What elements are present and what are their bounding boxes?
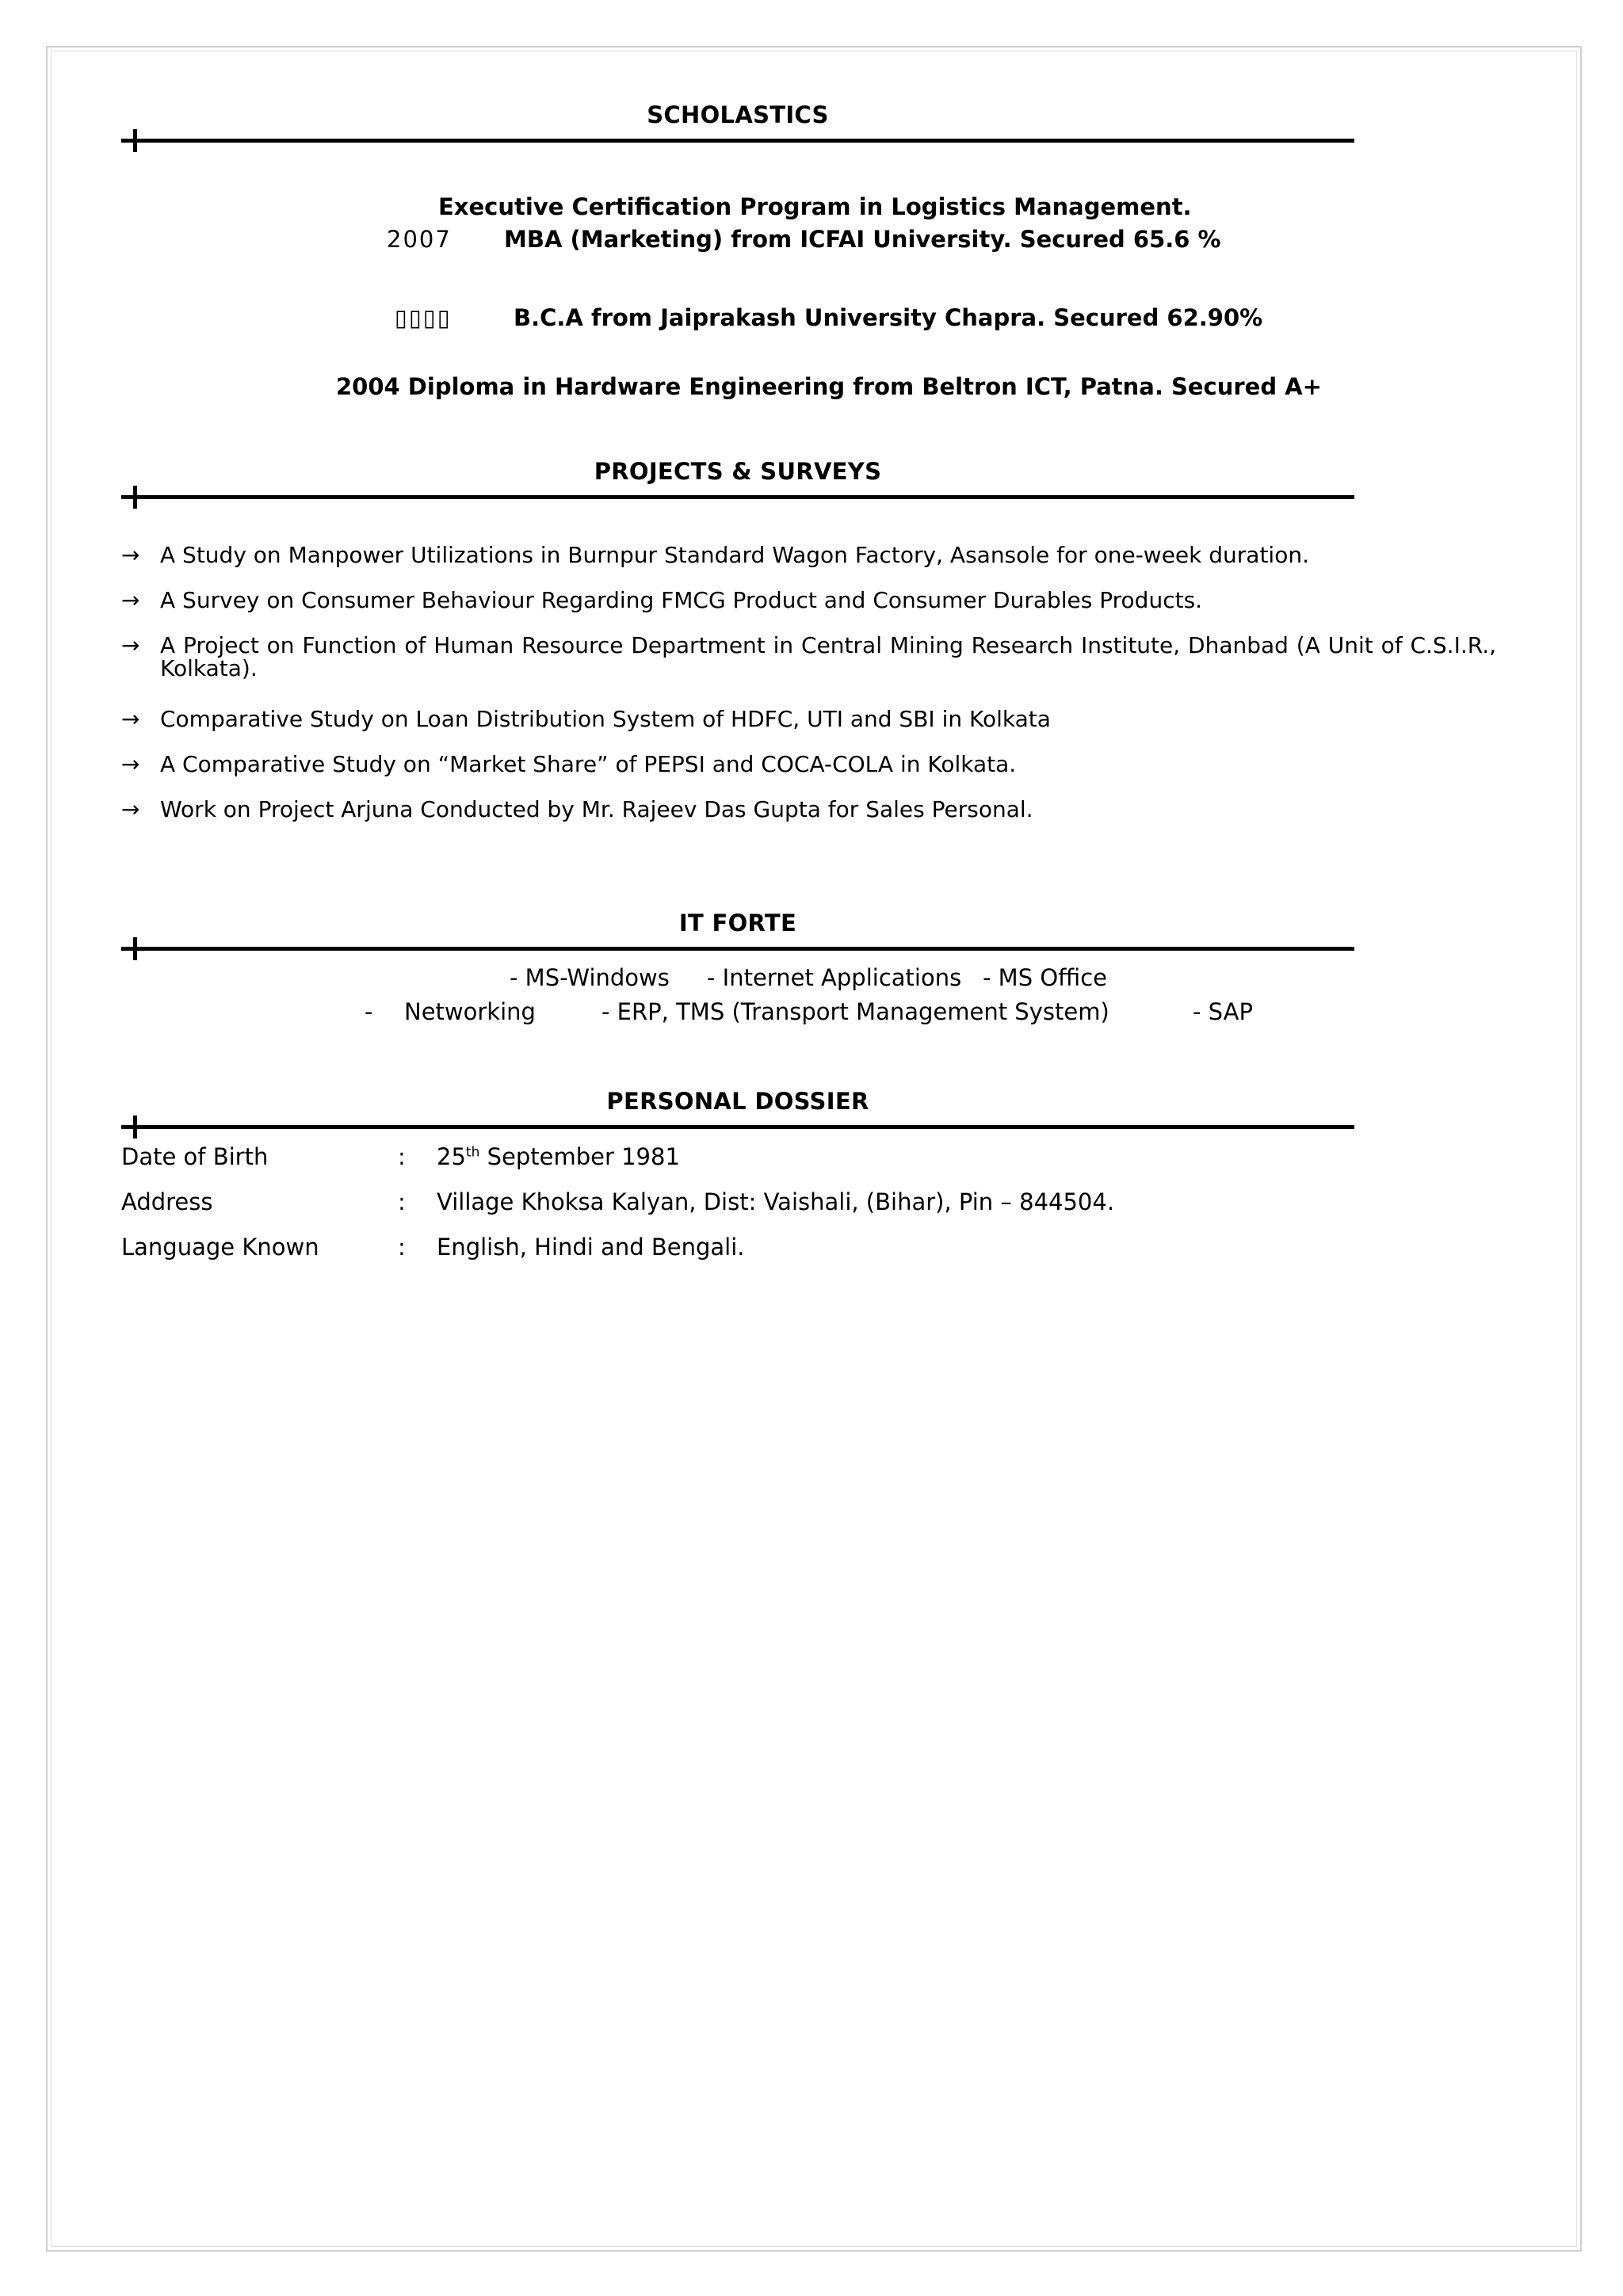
mba-year: 2007 [387,226,452,253]
it-forte-heading: IT FORTE [678,910,797,936]
bca-line: B.C.A from Jaiprakash University Chapra. Secured 62.90% [514,304,1263,331]
dob-suffix: th [465,1144,480,1161]
it-forte-rule-tick [133,937,137,960]
projects-heading: PROJECTS & SURVEYS [594,458,882,485]
mba-line: MBA (Marketing) from ICFAI University. Secured 65.6 % [504,226,1221,253]
list-item-text: A Survey on Consumer Behaviour Regarding FMCG Product and Consumer Durables Products. [160,587,1203,613]
scholastics-rule [121,139,1354,143]
bca-year: ▯▯▯▯ [395,304,452,331]
list-item-text: Work on Project Arjuna Conducted by Mr. Rajeev Das Gupta for Sales Personal. [160,796,1033,822]
arrow-right-icon: → [121,587,140,613]
skill-erp-tms: - ERP, TMS (Transport Management System) [601,998,1109,1025]
address-colon: : [398,1188,406,1215]
arrow-right-icon: → [121,796,140,822]
language-label: Language Known [121,1234,319,1261]
exec-cert-line: Executive Certification Program in Logistics Management. [438,193,1192,220]
arrow-right-icon: → [121,542,140,568]
dob-value [437,1143,680,1170]
dob-day: 25 [437,1143,466,1170]
address-value: Village Khoksa Kalyan, Dist: Vaishali, (Bihar), Pin – 844504. [437,1188,1115,1215]
it-forte-rule [121,947,1354,951]
personal-rule-tick [133,1116,137,1138]
arrow-right-icon: → [121,632,140,658]
arrow-right-icon: → [121,706,140,732]
skill-sap: - SAP [1193,998,1253,1025]
arrow-right-icon: → [121,751,140,777]
personal-heading: PERSONAL DOSSIER [606,1088,869,1115]
language-colon: : [398,1234,406,1261]
dob-colon: : [398,1143,406,1170]
skill-dash: - [365,998,373,1025]
list-item-text: A Project on Function of Human Resource Department in Central Mining Research Institute, Dhanbad (A Unit of C.S.I.R., Kolkata). [160,632,1496,681]
projects-rule [121,495,1354,499]
skill-networking: Networking [404,998,536,1025]
dob-label: Date of Birth [121,1143,269,1170]
list-item-text: A Comparative Study on “Market Share” of PEPSI and COCA-COLA in Kolkata. [160,751,1017,777]
skill-ms-office: - MS Office [983,964,1107,991]
address-label: Address [121,1188,213,1215]
scholastics-heading: SCHOLASTICS [647,101,829,128]
language-value: English, Hindi and Bengali. [437,1234,745,1261]
scholastics-rule-tick [133,129,137,152]
diploma-line: 2004 Diploma in Hardware Engineering from Beltron ICT, Patna. Secured A+ [336,373,1322,400]
skill-internet-applications: - Internet Applications [707,964,962,991]
list-item-text: Comparative Study on Loan Distribution System of HDFC, UTI and SBI in Kolkata [160,706,1051,732]
personal-rule [121,1125,1354,1129]
list-item-text: A Study on Manpower Utilizations in Burnpur Standard Wagon Factory, Asansole for one-week duration. [160,542,1309,568]
projects-rule-tick [133,486,137,509]
dob-rest: September 1981 [479,1143,680,1170]
skill-ms-windows: - MS-Windows [510,964,670,991]
